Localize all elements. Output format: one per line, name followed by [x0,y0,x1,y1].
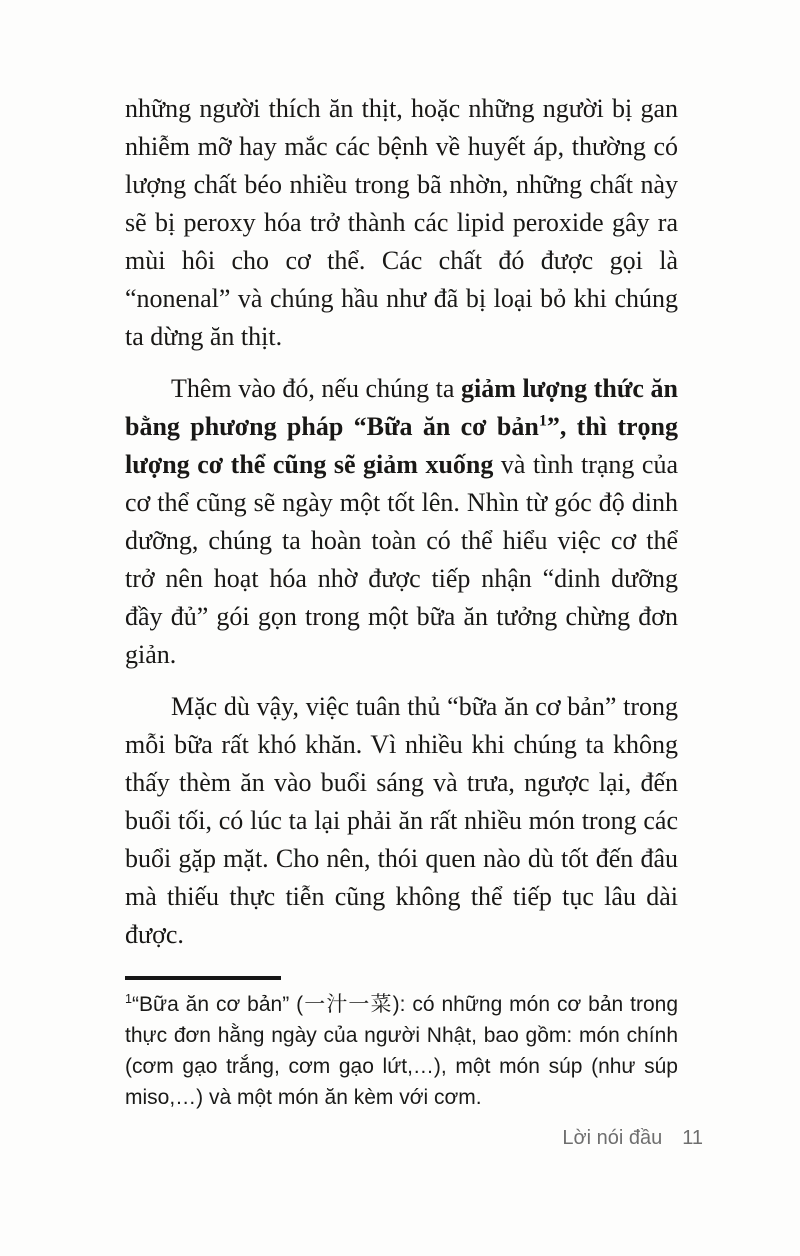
paragraph-2 [125,370,678,674]
footnote [125,989,678,1113]
paragraph-3 [125,688,678,954]
paragraph-2-prefix: Thêm vào đó, nếu chúng ta [171,374,461,403]
running-footer-title: Lời nói đầu [562,1127,663,1149]
footnote-text: “Bữa ăn cơ bản” (一汁一菜): có những món cơ bản trong thực đơn hằng ngày của người Nhật, bao gồm: món chính (cơm gạo trắng, cơm gạo lứt,…), một món súp (như súp miso,…) và một món ăn kèm với cơm. [125,993,678,1109]
paragraph-2-bold-emphasis-continued: ”, thì trọng lượng cơ thể cũng sẽ giảm xuống [125,412,678,479]
paragraph-1-text: những người thích ăn thịt, hoặc những người bị gan nhiễm mỡ hay mắc các bệnh về huyết áp, thường có lượng chất béo nhiều trong bã nhờn, những chất này sẽ bị peroxy hóa trở thành các lipid peroxide gây ra mùi hôi cho cơ thể. Các chất đó được gọi là “nonenal” và chúng hầu như đã bị loại bỏ khi chúng ta dừng ăn thịt. [125,94,678,351]
page-body [125,90,678,1113]
page-number: 11 [682,1127,703,1149]
paragraph-1 [125,90,678,356]
footnote-reference-marker: 1 [538,412,547,430]
paragraph-3-text: Mặc dù vậy, việc tuân thủ “bữa ăn cơ bản” trong mỗi bữa rất khó khăn. Vì nhiều khi chúng ta không thấy thèm ăn vào buổi sáng và trưa, ngược lại, đến buổi tối, có lúc ta lại phải ăn rất nhiều món trong các buổi gặp mặt. Cho nên, thói quen nào dù tốt đến đâu mà thiếu thực tiễn cũng không thể tiếp tục lâu dài được. [125,692,678,949]
footnote-section [125,976,678,1113]
footnote-number: 1 [125,992,133,1006]
paragraph-2-bold-emphasis: giảm lượng thức ăn bằng phương pháp “Bữa ăn cơ bản [125,374,678,441]
paragraph-2-suffix: và tình trạng của cơ thể cũng sẽ ngày một tốt lên. Nhìn từ góc độ dinh dưỡng, chúng ta hoàn toàn có thể hiểu việc cơ thể trở nên hoạt hóa nhờ được tiếp nhận “dinh dưỡng đầy đủ” gói gọn trong một bữa ăn tưởng chừng đơn giản. [125,450,678,669]
footnote-divider-rule [125,976,281,980]
page-footer [562,1126,703,1150]
